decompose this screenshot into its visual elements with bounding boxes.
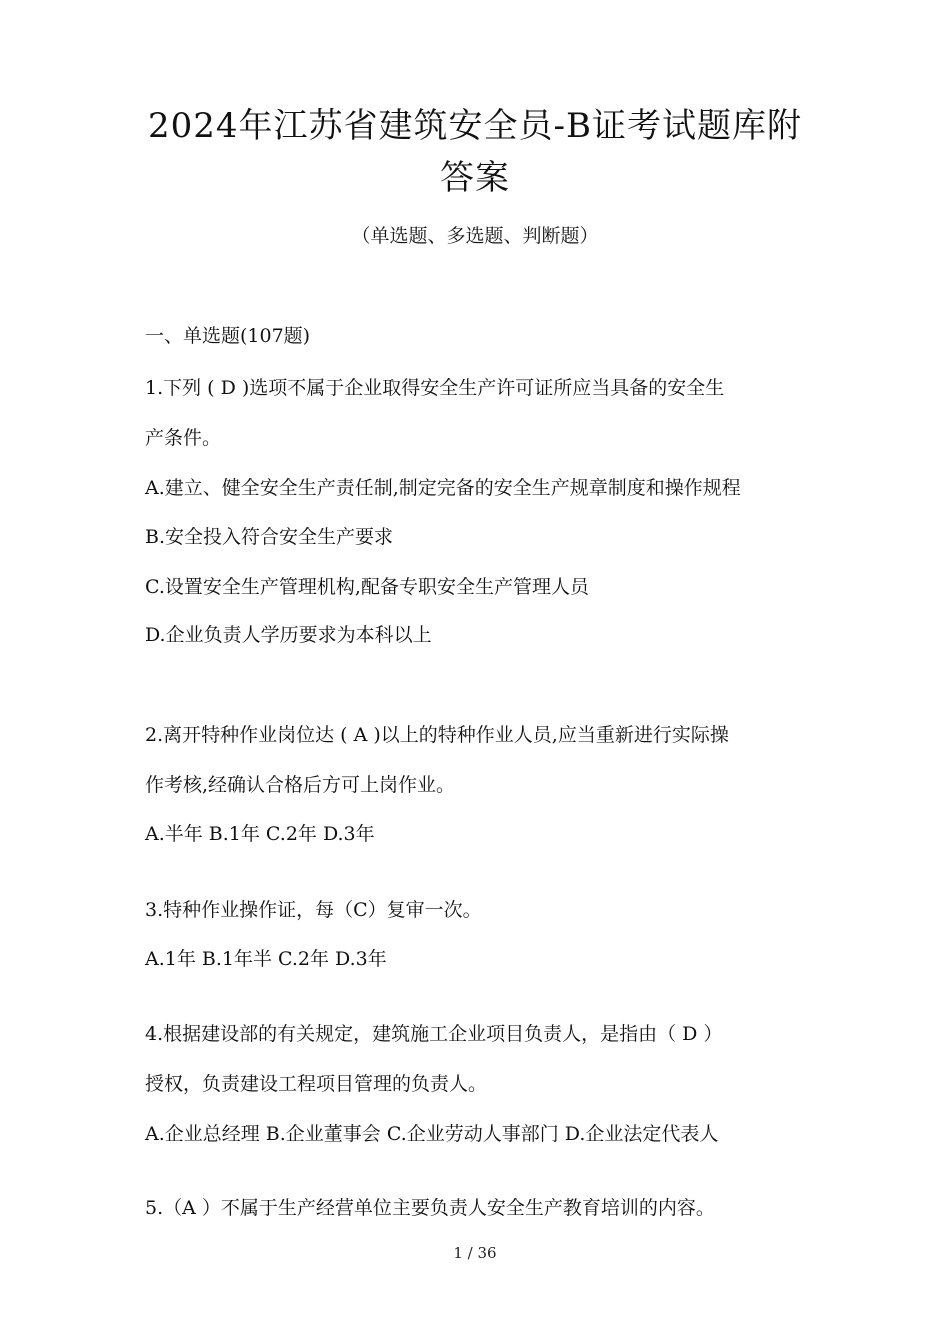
question-5-stem: 5.（A ）不属于生产经营单位主要负责人安全生产教育培训的内容。 <box>145 1197 715 1219</box>
document-title <box>120 100 830 204</box>
title-line-2: 答案 <box>440 158 510 198</box>
question-1-option-b: B.安全投入符合安全生产要求 <box>145 526 394 548</box>
question-3-options: A.1年 B.1年半 C.2年 D.3年 <box>145 948 387 970</box>
document-subtitle: （单选题、多选题、判断题） <box>351 225 599 247</box>
title-line-1: 2024年江苏省建筑安全员-B证考试题库附 <box>148 106 802 146</box>
question-3-stem: 3.特种作业操作证，每（C）复审一次。 <box>145 899 482 921</box>
question-1-option-a: A.建立、健全安全生产责任制,制定完备的安全生产规章制度和操作规程 <box>145 477 741 499</box>
section-heading: 一、单选题(107题) <box>145 325 311 347</box>
question-1-option-c: C.设置安全生产管理机构,配备专职安全生产管理人员 <box>145 576 589 598</box>
page-indicator: 1 / 36 <box>453 1244 497 1262</box>
question-4-options: A.企业总经理 B.企业董事会 C.企业劳动人事部门 D.企业法定代表人 <box>145 1123 719 1145</box>
question-2-options: A.半年 B.1年 C.2年 D.3年 <box>145 823 375 845</box>
question-2-stem-line-1: 2.离开特种作业岗位达 ( A )以上的特种作业人员,应当重新进行实际操 <box>145 724 729 746</box>
question-2-stem-line-2: 作考核,经确认合格后方可上岗作业。 <box>145 774 456 796</box>
question-1-stem-line-1: 1.下列 ( D )选项不属于企业取得安全生产许可证所应当具备的安全生 <box>145 377 725 399</box>
question-4-stem-line-1: 4.根据建设部的有关规定，建筑施工企业项目负责人，是指由（ D ） <box>145 1023 723 1045</box>
question-1-option-d: D.企业负责人学历要求为本科以上 <box>145 624 432 646</box>
question-4-stem-line-2: 授权，负责建设工程项目管理的负责人。 <box>145 1073 488 1095</box>
question-1-stem-line-2: 产条件。 <box>145 427 222 449</box>
